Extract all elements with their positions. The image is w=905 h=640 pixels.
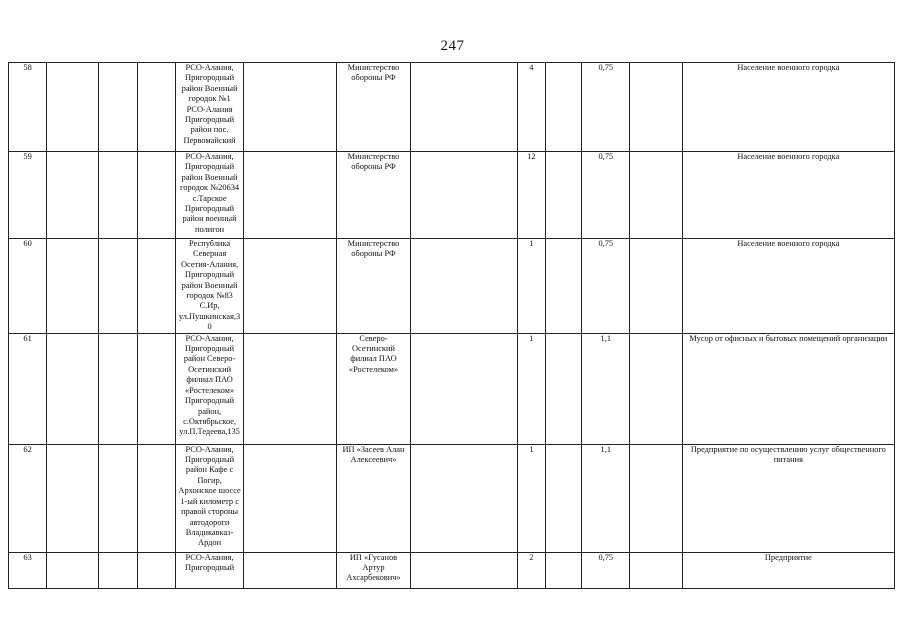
cell-empty: [411, 63, 518, 152]
cell-empty: [244, 152, 337, 239]
cell-empty: [47, 333, 99, 444]
cell-empty: [545, 239, 581, 334]
cell-container-count: 12: [517, 152, 545, 239]
cell-empty: [630, 239, 682, 334]
cell-number: 63: [9, 552, 47, 588]
page-number: 247: [440, 38, 465, 54]
cell-owner: ИП «Гусанов Артур Ахсарбекович»: [336, 552, 410, 588]
cell-empty: [411, 444, 518, 552]
cell-empty: [99, 552, 137, 588]
cell-empty: [411, 333, 518, 444]
table-row: [9, 444, 895, 552]
cell-container-count: 4: [517, 63, 545, 152]
cell-empty: [47, 152, 99, 239]
cell-address: РСО-Алания, Пригородный район Военный городок №20634 с.Тарское Пригородный район военный полигон: [175, 152, 243, 239]
cell-empty: [47, 239, 99, 334]
cell-empty: [411, 239, 518, 334]
cell-empty: [244, 552, 337, 588]
table-row: [9, 333, 895, 444]
cell-owner: Министерство обороны РФ: [336, 152, 410, 239]
cell-waste-source: Предприятие: [682, 552, 894, 588]
cell-empty: [99, 239, 137, 334]
cell-empty: [99, 444, 137, 552]
cell-address: РСО-Алания, Пригородный район Военный городок №1 РСО-Алания Пригородный район пос. Первомайский: [175, 63, 243, 152]
cell-number: 60: [9, 239, 47, 334]
table-row: [9, 552, 895, 588]
cell-container-count: 1: [517, 333, 545, 444]
cell-container-volume: 0,75: [582, 239, 630, 334]
cell-empty: [630, 444, 682, 552]
waste-register-table: [8, 62, 895, 589]
cell-empty: [137, 63, 175, 152]
cell-number: 61: [9, 333, 47, 444]
cell-empty: [137, 444, 175, 552]
cell-owner: Министерство обороны РФ: [336, 239, 410, 334]
cell-address: РСО-Алания, Пригородный: [175, 552, 243, 588]
cell-empty: [137, 239, 175, 334]
table-row: [9, 239, 895, 334]
cell-container-volume: 1,1: [582, 333, 630, 444]
cell-address: Республика Северная Осетия-Алания, Пригородный район Военный городок №83 С.Ир, ул.Пушкинская,30: [175, 239, 243, 334]
cell-waste-source: Население военного городка: [682, 152, 894, 239]
cell-address: РСО-Алания, Пригородный район Северо-Осетинский филиал ПАО «Ростелеком» Пригородный район, с.Октябрьское, ул.П.Тедеева,135: [175, 333, 243, 444]
cell-number: 59: [9, 152, 47, 239]
cell-owner: Северо-Осетинский филиал ПАО «Ростелеком»: [336, 333, 410, 444]
cell-empty: [545, 152, 581, 239]
cell-empty: [99, 152, 137, 239]
cell-container-volume: 1,1: [582, 444, 630, 552]
cell-owner: ИП «Засеев Алан Алексеевич»: [336, 444, 410, 552]
cell-number: 62: [9, 444, 47, 552]
cell-empty: [411, 152, 518, 239]
cell-empty: [137, 333, 175, 444]
table-row: [9, 63, 895, 152]
cell-empty: [244, 333, 337, 444]
cell-container-volume: 0,75: [582, 63, 630, 152]
cell-empty: [244, 444, 337, 552]
cell-empty: [137, 552, 175, 588]
cell-container-volume: 0,75: [582, 152, 630, 239]
cell-empty: [244, 239, 337, 334]
cell-empty: [47, 444, 99, 552]
cell-container-count: 2: [517, 552, 545, 588]
cell-waste-source: Население военного городка: [682, 63, 894, 152]
cell-empty: [630, 152, 682, 239]
cell-waste-source: Предприятие по осуществлению услуг общественного питания: [682, 444, 894, 552]
cell-empty: [630, 552, 682, 588]
table-row: [9, 152, 895, 239]
cell-empty: [545, 333, 581, 444]
cell-empty: [47, 63, 99, 152]
table-body: [9, 63, 895, 589]
cell-empty: [411, 552, 518, 588]
cell-empty: [545, 444, 581, 552]
cell-number: 58: [9, 63, 47, 152]
cell-container-volume: 0,75: [582, 552, 630, 588]
cell-empty: [99, 333, 137, 444]
cell-empty: [99, 63, 137, 152]
cell-address: РСО-Алания, Пригородный район Кафе с Погир, Архонское шоссе 1-ый километр с правой стороны автодороги Владикавказ-Ардон: [175, 444, 243, 552]
cell-empty: [545, 552, 581, 588]
cell-owner: Министерство обороны РФ: [336, 63, 410, 152]
cell-container-count: 1: [517, 239, 545, 334]
cell-empty: [244, 63, 337, 152]
cell-waste-source: Население военного городка: [682, 239, 894, 334]
cell-empty: [630, 63, 682, 152]
cell-empty: [545, 63, 581, 152]
cell-empty: [630, 333, 682, 444]
cell-waste-source: Мусор от офисных и бытовых помещений организации: [682, 333, 894, 444]
cell-empty: [47, 552, 99, 588]
cell-container-count: 1: [517, 444, 545, 552]
cell-empty: [137, 152, 175, 239]
